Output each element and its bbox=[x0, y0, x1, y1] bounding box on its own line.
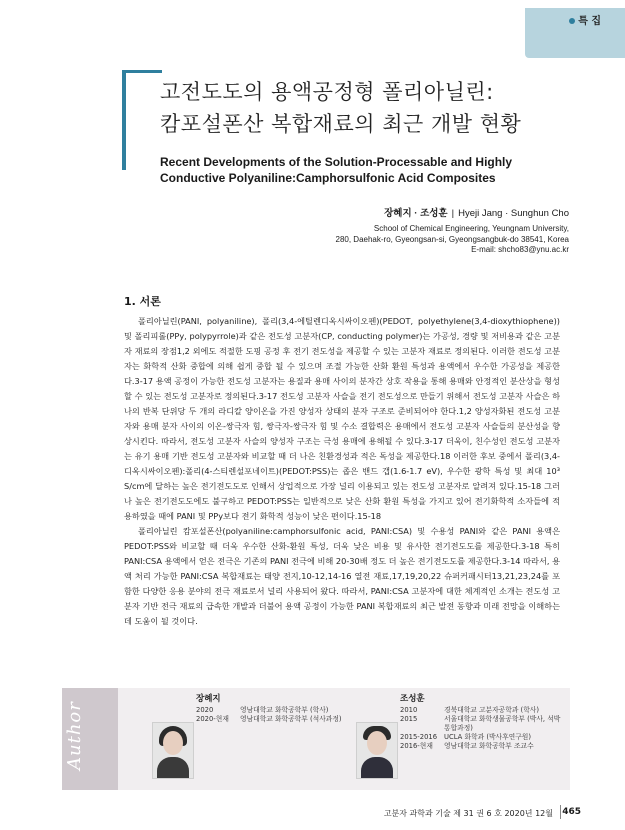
korean-title-line-2: 캄포설폰산 복합재료의 최근 개발 현황 bbox=[160, 112, 522, 136]
author-1-photo bbox=[152, 722, 194, 779]
affiliation-line-1: School of Chemical Engineering, Yeungnam University, bbox=[373, 224, 569, 233]
korean-title bbox=[160, 76, 521, 140]
korean-title-line-1: 고전도도의 용액공정형 폴리아닐린: bbox=[160, 80, 494, 104]
journal-citation: 고분자 과학과 기술 제 31 권 6 호 2020년 12월 bbox=[383, 809, 553, 818]
title-accent-bar bbox=[122, 70, 126, 170]
author-2-name: 조성훈 bbox=[400, 694, 425, 704]
author-1-name: 장혜지 bbox=[196, 694, 221, 704]
english-title bbox=[160, 154, 512, 186]
footer-divider bbox=[560, 805, 561, 819]
english-title-line-1: Recent Developments of the Solution-Processable and Highly bbox=[160, 155, 513, 169]
affiliation-email: E-mail: shcho83@ynu.ac.kr bbox=[471, 245, 569, 254]
english-title-line-2: Conductive Polyaniline:Camphorsulfonic Acid Composites bbox=[160, 171, 496, 185]
affiliation-line-2: 280, Daehak-ro, Gyeongsan-si, Gyeongsangbuk-do 38541, Korea bbox=[335, 234, 569, 244]
author-names-korean: 장혜지 · 조성훈 bbox=[384, 208, 448, 219]
author-line bbox=[384, 205, 569, 219]
paragraph-1: 폴리아닐린(PANI, polyaniline), 폴리(3,4-에틸렌디옥시싸이오펜)(PEDOT, polyethylene(3,4-dioxythiophene)) 및 폴리피롤(PPy, polypyrrole)과 같은 전도성 고분자(CP, conducting polymer)는 가공성, 경량 및 저비용과 같은 고분자 재료의 장점1,2 외에도 적절한 도핑 공정 후 전기 전도성을 제공할 수 있는 고분자 재료로 정의된다. 이러한 전도성 고분자는 화학적 산화 중합에 의해 쉽게 중합 될 수 있으며 조절 가능한 산화 환원 특성과 용액에서 우수한 가공성을 제공한다.3-17 용액 공정이 가능한 전도성 고분자는 용질과 용매 사이의 분자간 상호 작용을 통해 용매와 안정적인 분산상을 형성할 수 있는 전도성 고분자로 정의된다.3-17 전도성 고분자 사슬을 전기 전도성으로 만들기 위해서 전도성 고분자 사슬은 하나의 반복 단위당 두 개의 라디칼 양이온을 가진 양성자 상태의 분자 구조로 준비되어야 한다.1,2 양성자화된 전도성 고분자와 용매 분자 사이의 이온-쌍극자 힘, 쌍극자-쌍극자 힘 및 수소 결합력은 용매에서 전도성 고분자 사슬들의 분산성을 향상시킨다. 따라서, 전도성 고분자 사슬의 양성자 구조는 극성 용매에 용해될 수 있다.3-17 더욱이, 친수성인 전도성 고분자는 유기 용매 기반 전도성 고분자와 비교할 때 더 나은 친환경성과 적은 독성을 제공한다.18 이러한 후보 중에서 폴리(3,4-디옥시싸이오펜):폴리(4-스티렌설포네이트)(PEDOT:PSS)는 좁은 밴드 갭(1.6-1.7 eV), 우수한 광학 특성 및 최대 10³ S/cm에 달하는 높은 전기전도도로 인해서 상업적으로 가장 널리 이용되고 있는 전도성 고분자로 알려져 있다.15-18 그러나 높은 전기전도도에도 불구하고 PEDOT:PSS는 일반적으로 낮은 산화 환원 특성을 가지고 있어 전기화학적 소자들에 적용하였을 때에 PANI 및 PPy보다 전기 화학적 성능이 낮은 편이다.15-18 bbox=[124, 316, 560, 521]
page-number: 465 bbox=[562, 807, 581, 817]
section-tab-label bbox=[569, 12, 601, 27]
section-tab-text: 특 집 bbox=[578, 16, 601, 27]
title-accent-top bbox=[122, 70, 162, 73]
author-panel-label: Author bbox=[64, 701, 85, 770]
author-2-photo bbox=[356, 722, 398, 779]
bullet-icon bbox=[569, 18, 575, 24]
paragraph-2: 폴리아닐린 캄포설폰산(polyaniline:camphorsulfonic acid, PANI:CSA) 및 수용성 PANI와 같은 PANI 용액은 PEDOT:PSS와 비교할 때 더욱 우수한 산화-환원 특성, 더욱 낮은 비용 및 유사한 전기전도도를 제공한다.3-18 특히 PANI:CSA 용액에서 얻은 전극은 기존의 PANI 전극에 비해 20-30배 정도 더 높은 전기전도도를 제공한다.3-14 따라서, 용액 처리 가능한 PANI:CSA 복합재료는 태양 전지,10-12,14-16 열전 재료,17,19,20,22 슈퍼커패시터13,21,23,24를 포함한 다양한 응용 분야의 전극 재료로서 널리 사용되어 왔다. 따라서, PANI:CSA 고분자에 대한 체계적인 소개는 전도성 고분자 기반 전극 재료의 급속한 개발과 더불어 용액 공정이 가능한 PANI 복합재료의 최근 발전 동향과 미래 전망을 이해하는 데 도움이 될 것이다. bbox=[124, 526, 560, 626]
author-names-english: Hyeji Jang · Sunghun Cho bbox=[458, 208, 569, 219]
article-body bbox=[124, 314, 560, 629]
section-heading: 1. 서론 bbox=[124, 295, 161, 308]
affiliation bbox=[336, 224, 569, 256]
author-separator: | bbox=[451, 208, 455, 219]
